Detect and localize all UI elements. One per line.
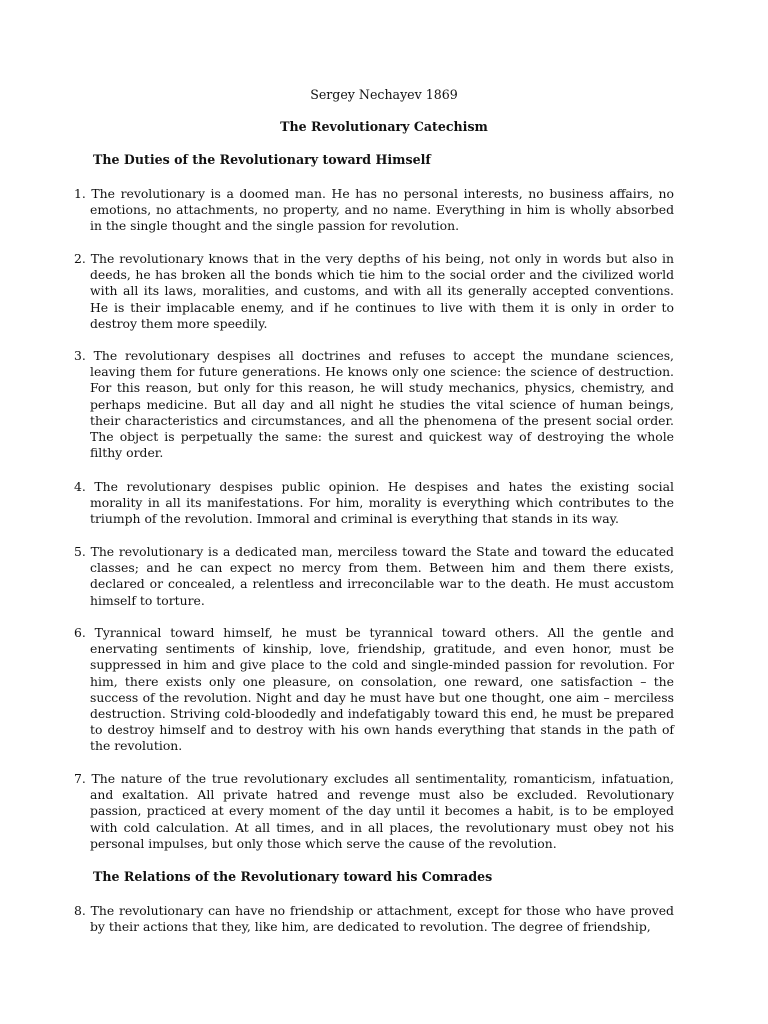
section-heading-duties: The Duties of the Revolutionary toward Himself	[93, 152, 431, 167]
list-item-2: 2. The revolutionary knows that in the very depths of his being, not only in words but also in deeds, he has broken all the bonds which tie him to the social order and the civilized world with all its laws, moralities, and customs, and with all its generally accepted conventions. He is their implacable enemy, and if he continues to live with them it is only in order to destroy them more speedily.	[74, 251, 674, 331]
list-item-6: 6. Tyrannical toward himself, he must be tyrannical toward others. All the gentle and enervating sentiments of kinship, love, friendship, gratitude, and even honor, must be suppressed in him and give place to the cold and single-minded passion for revolution. For him, there exists only one pleasure, on consolation, one reward, one satisfaction – the success of the revolution. Night and day he must have but one thought, one aim – merciless destruction. Striving cold-bloodedly and indefatigably toward this end, he must be prepared to destroy himself and to destroy with his own hands everything that stands in the path of the revolution.	[74, 625, 674, 754]
list-item-4: 4. The revolutionary despises public opinion. He despises and hates the existing social morality in all its manifestations. For him, morality is everything which contributes to the triumph of the revolution. Immoral and criminal is everything that stands in its way.	[74, 479, 674, 527]
author-line: Sergey Nechayev 1869	[310, 87, 458, 102]
section-heading-comrades: The Relations of the Revolutionary toward his Comrades	[93, 869, 493, 884]
document-title: The Revolutionary Catechism	[280, 119, 488, 134]
list-item-5: 5. The revolutionary is a dedicated man, merciless toward the State and toward the educated classes; and he can expect no mercy from them. Between him and them there exists, declared or concealed, a relentless and irreconcilable war to the death. He must accustom himself to torture.	[74, 544, 674, 608]
list-item-7: 7. The nature of the true revolutionary excludes all sentimentality, romanticism, infatuation, and exaltation. All private hatred and revenge must also be excluded. Revolutionary passion, practiced at every moment of the day until it becomes a habit, is to be employed with cold calculation. At all times, and in all places, the revolutionary must obey not his personal impulses, but only those which serve the cause of the revolution.	[74, 771, 674, 851]
list-item-1: 1. The revolutionary is a doomed man. He has no personal interests, no business affairs, no emotions, no attachments, no property, and no name. Everything in him is wholly absorbed in the single thought and the single passion for revolution.	[74, 186, 674, 234]
list-item-3: 3. The revolutionary despises all doctrines and refuses to accept the mundane sciences, leaving them for future generations. He knows only one science: the science of destruction. For this reason, but only for this reason, he will study mechanics, physics, chemistry, and perhaps medicine. But all day and all night he studies the vital science of human beings, their characteristics and circumstances, and all the phenomena of the present social order. The object is perpetually the same: the surest and quickest way of destroying the whole filthy order.	[74, 348, 674, 461]
list-item-8: 8. The revolutionary can have no friendship or attachment, except for those who have proved by their actions that they, like him, are dedicated to revolution. The degree of friendship,	[74, 903, 674, 935]
